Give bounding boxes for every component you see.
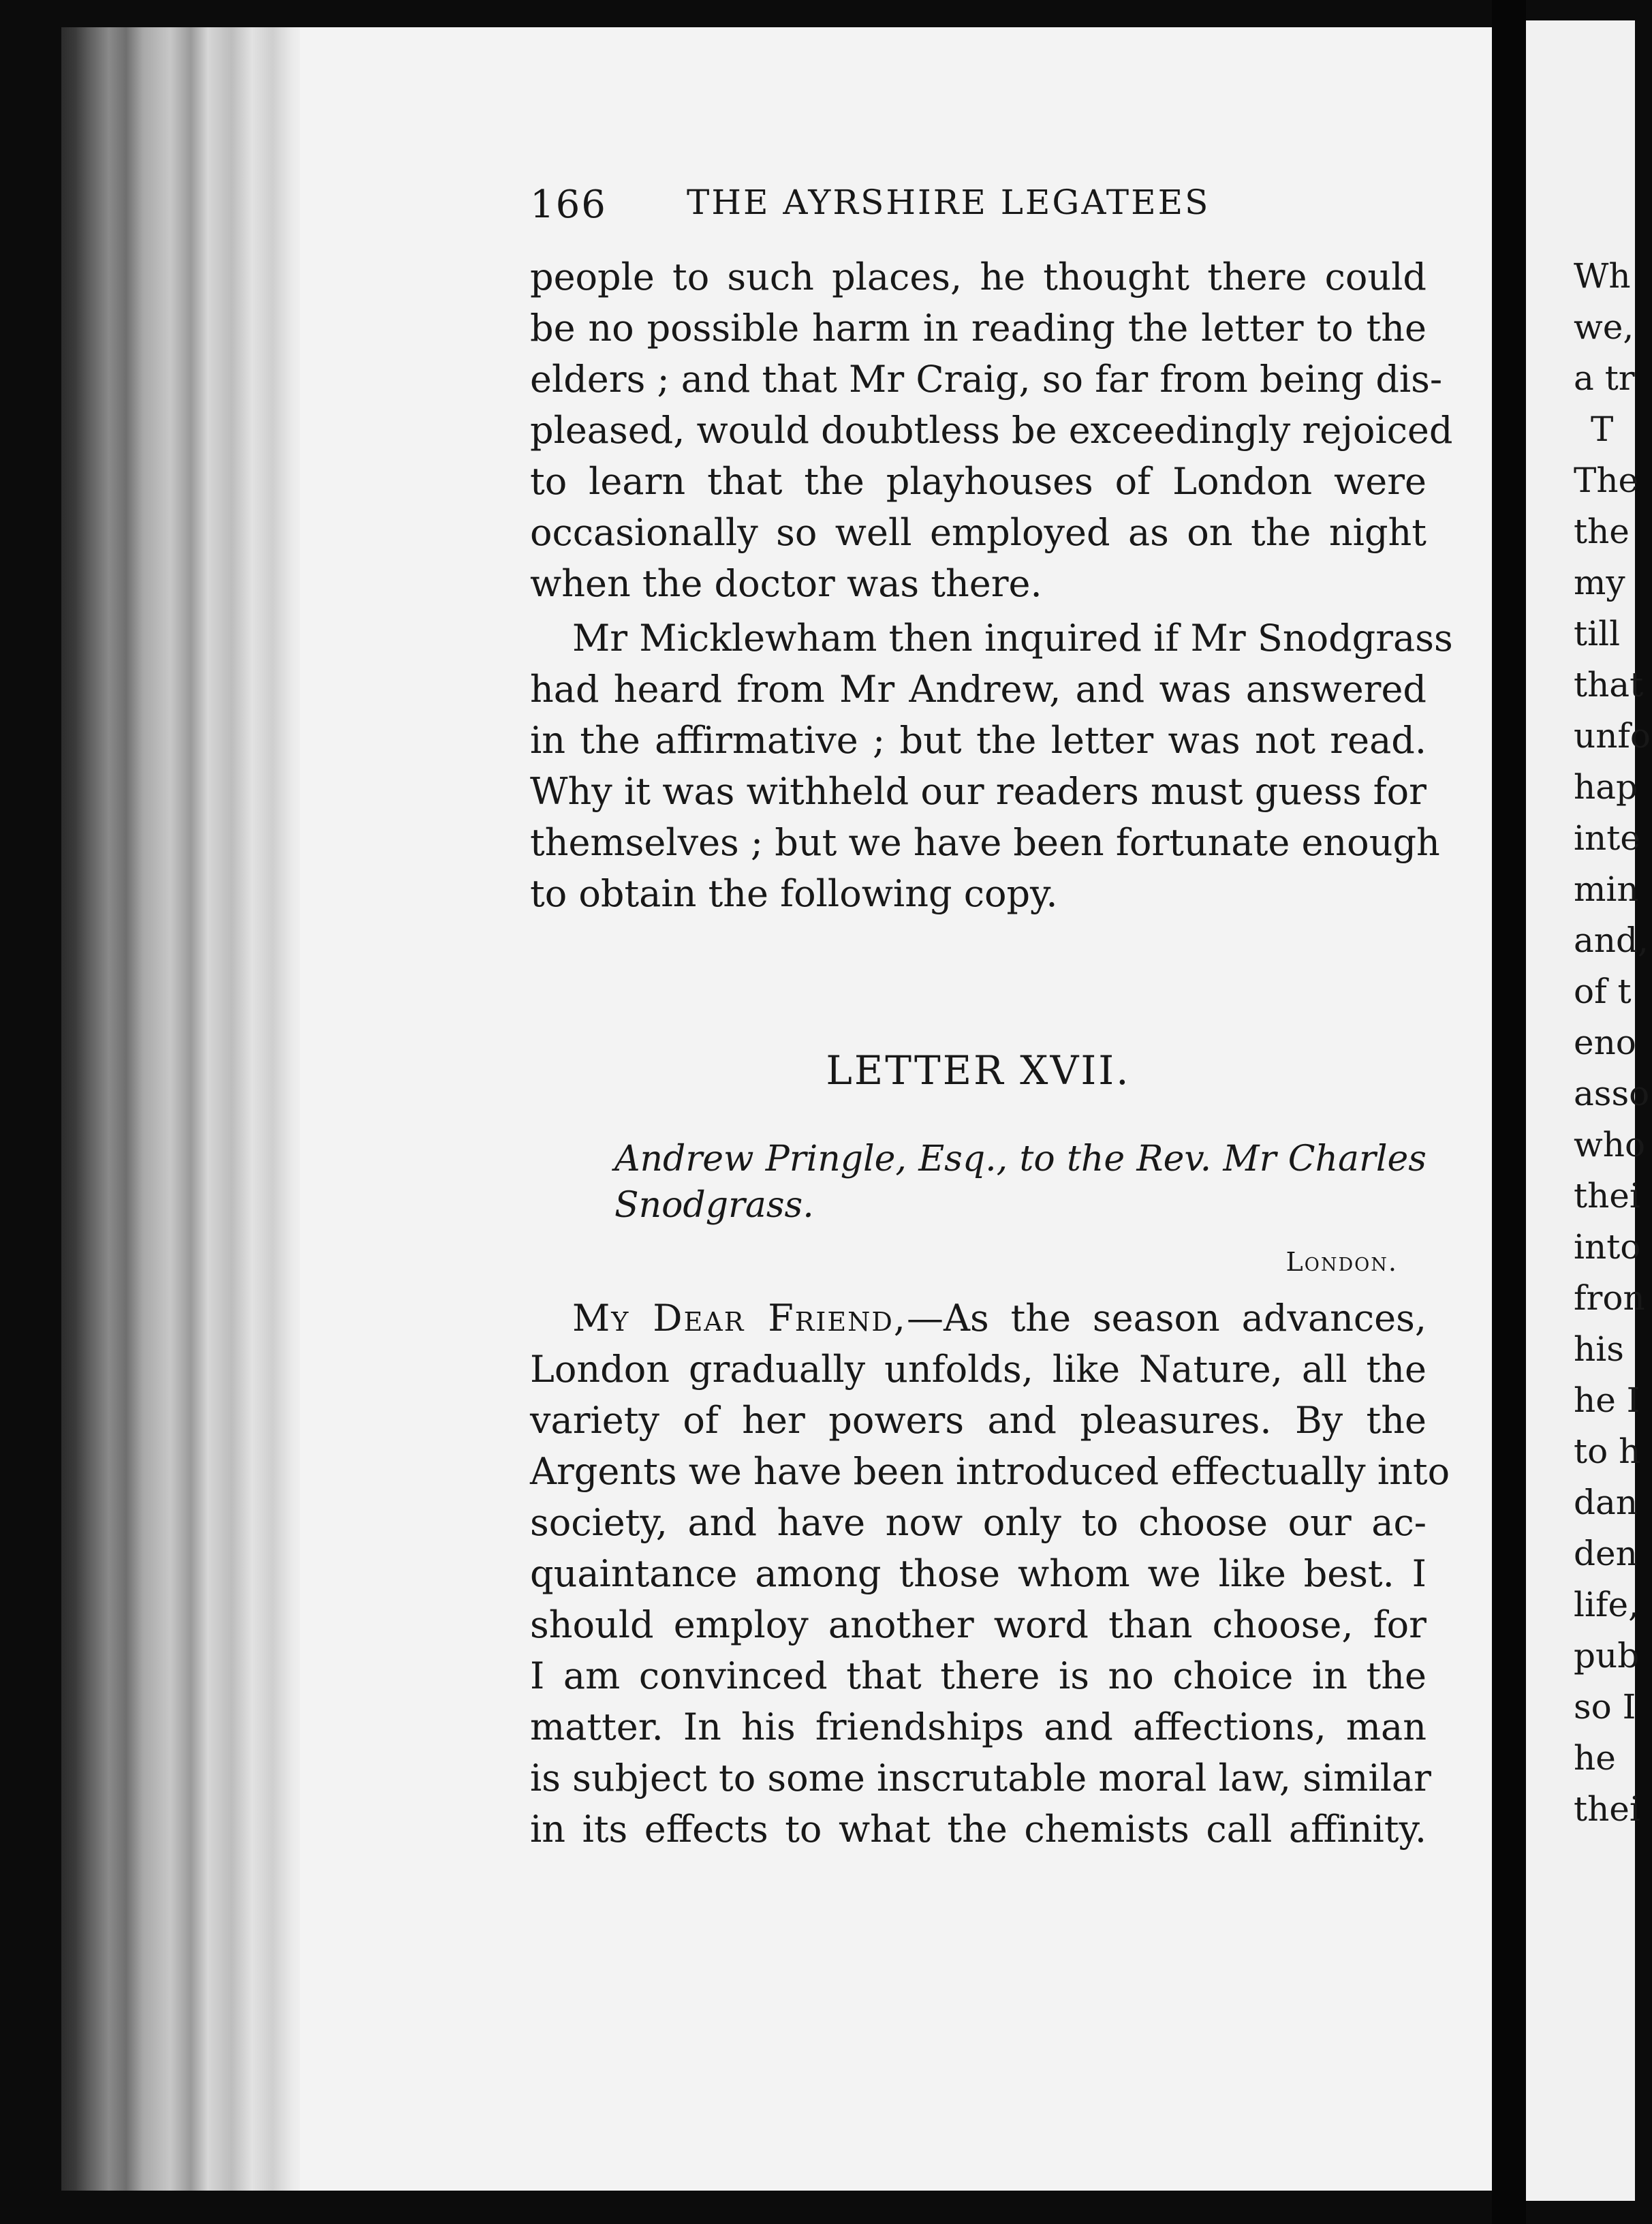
text-line: in the affirmative ; but the letter was not read. <box>530 719 1427 762</box>
facing-text-line: dan <box>1574 1483 1638 1522</box>
text-line: is subject to some inscrutable moral law, similar <box>530 1757 1431 1800</box>
page-edges <box>61 27 307 2191</box>
text-line: society, and have now only to choose our ac- <box>530 1501 1427 1544</box>
running-head <box>530 183 1429 237</box>
facing-text-line: a tr <box>1574 358 1635 398</box>
facing-text-line: den <box>1574 1534 1638 1573</box>
text-line: quaintance among those whom we like best. I <box>530 1552 1427 1595</box>
facing-text-line: T <box>1591 410 1614 449</box>
text-line-salutation <box>572 1295 1427 1342</box>
letter-place: London. <box>1285 1247 1398 1277</box>
facing-text-line: min <box>1574 869 1639 909</box>
text-line: Argents we have been introduced effectually into <box>530 1450 1450 1493</box>
text-line: Why it was withheld our readers must guess for <box>530 770 1427 813</box>
facing-text-line: so I <box>1574 1687 1636 1727</box>
facing-text-line: asso <box>1574 1074 1650 1113</box>
text-line: to obtain the following copy. <box>530 872 1058 915</box>
facing-text-line: pub <box>1574 1636 1640 1675</box>
facing-text-line: life, <box>1574 1585 1639 1624</box>
facing-text-line: the <box>1574 512 1630 551</box>
facing-text-line: into <box>1574 1227 1641 1267</box>
salutation: My Dear Friend, <box>572 1297 907 1340</box>
facing-text-line: that <box>1574 665 1644 705</box>
facing-text-line: thei <box>1574 1176 1640 1216</box>
letter-address-line: Snodgrass. <box>614 1185 814 1226</box>
text-line: Mr Micklewham then inquired if Mr Snodgrass <box>572 617 1453 660</box>
page-number: 166 <box>530 183 607 227</box>
facing-text-line: unfo <box>1574 716 1651 756</box>
text-line: to learn that the playhouses of London were <box>530 460 1427 503</box>
book-gutter <box>1492 0 1526 2224</box>
facing-text-line: eno <box>1574 1023 1636 1062</box>
facing-text-line: to h <box>1574 1432 1641 1471</box>
text-line: had heard from Mr Andrew, and was answered <box>530 668 1427 711</box>
facing-text-line: thei <box>1574 1789 1640 1829</box>
running-title: THE AYRSHIRE LEGATEES <box>687 183 1211 222</box>
facing-text-line: my <box>1574 563 1625 602</box>
letter-heading: LETTER XVII. <box>826 1047 1131 1094</box>
text-line: people to such places, he thought there could <box>530 256 1427 298</box>
letter-address-line: Andrew Pringle, Esq., to the Rev. Mr Charles <box>614 1139 1427 1179</box>
facing-text-line: we, <box>1574 307 1634 347</box>
text-line: pleased, would doubtless be exceedingly rejoiced <box>530 409 1453 452</box>
text-line: London gradually unfolds, like Nature, all the <box>530 1348 1427 1391</box>
facing-text-line: till <box>1574 614 1621 653</box>
text-line: I am convinced that there is no choice in the <box>530 1654 1427 1697</box>
facing-text-line: his <box>1574 1329 1624 1369</box>
facing-text-line: who <box>1574 1125 1646 1164</box>
facing-text-line: The <box>1574 461 1639 500</box>
facing-text-line: inte <box>1574 818 1640 858</box>
text-line: variety of her powers and pleasures. By the <box>530 1399 1427 1442</box>
facing-text-line: he <box>1574 1738 1616 1778</box>
facing-text-line: and, <box>1574 921 1649 960</box>
facing-text-line: hap <box>1574 767 1638 807</box>
text-line: in its effects to what the chemists call affinity. <box>530 1808 1427 1851</box>
facing-text-line: Wh <box>1574 256 1631 296</box>
facing-text-line: he I <box>1574 1380 1640 1420</box>
text-line: should employ another word than choose, for <box>530 1603 1427 1646</box>
text-line: occasionally so well employed as on the night <box>530 511 1427 554</box>
text-line: be no possible harm in reading the letter to the <box>530 307 1427 350</box>
text-line: matter. In his friendships and affections, man <box>530 1705 1427 1748</box>
text-line: themselves ; but we have been fortunate enough <box>530 821 1440 864</box>
text-line: elders ; and that Mr Craig, so far from being dis- <box>530 358 1443 401</box>
facing-text-line: of t <box>1574 972 1632 1011</box>
text-line: when the doctor was there. <box>530 562 1042 605</box>
facing-text-line: fron <box>1574 1278 1645 1318</box>
salutation-continuation: —As the season advances, <box>906 1297 1427 1340</box>
